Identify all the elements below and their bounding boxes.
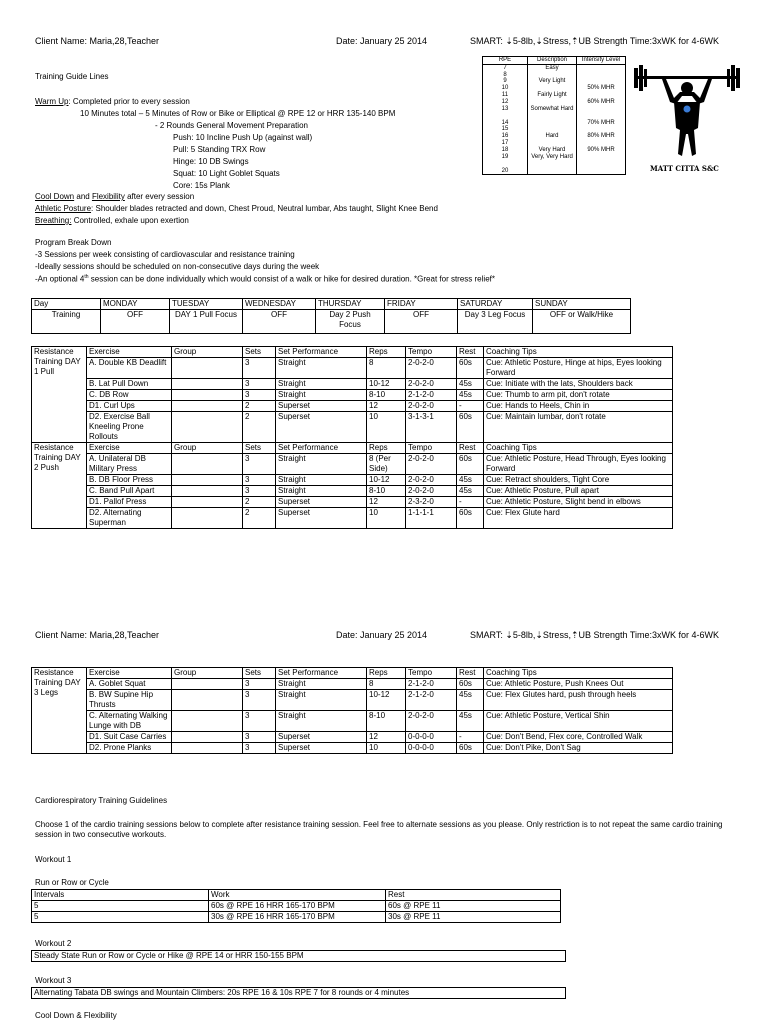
schedule-friday: FRIDAY [385,299,458,310]
posture-label: Athletic Posture [35,204,92,213]
warmup-push: Push: 10 Incline Push Up (against wall) [173,133,313,142]
program-line-3: -An optional 4th session can be done individually which would consist of a walk or hike for desired duration. *Great for stress relief* [35,274,495,284]
table-row: D1. Pallof Press 2 Superset 12 2-3-2-0 - Cue: Athletic Posture, Slight bend in elbows [32,497,673,508]
table-row: A. Unilateral DB Military Press 3 Straight 8 (Per Side) 2-0-2-0 60s Cue: Athletic Posture, Head Through, Eyes looking Forward [32,454,673,475]
warmup-detail: 10 Minutes total – 5 Minutes of Row or Bike or Elliptical @ RPE 12 or HRR 135-140 BPM [80,109,396,118]
table-row: 5 30s @ RPE 16 HRR 165-170 BPM 30s @ RPE 11 [32,912,561,923]
schedule-thursday: THURSDAY [316,299,385,310]
warmup-movement-prep: - 2 Rounds General Movement Preparation [155,121,308,130]
client-name: Client Name: Maria,28,Teacher [35,36,160,46]
date-2: Date: January 25 2014 [336,630,428,640]
workout1-mode: Run or Row or Cycle [35,878,109,887]
workout3-text: Alternating Tabata DB swings and Mountain Climbers: 20s RPE 16 & 10s RPE 7 for 8 rounds or 4 minutes [32,988,566,999]
program-line-1: -3 Sessions per week consisting of cardiovascular and resistance training [35,250,295,259]
warmup-hinge: Hinge: 10 DB Swings [173,157,249,166]
warmup-squat: Squat: 10 Light Goblet Squats [173,169,280,178]
cardio-title: Cardiorespiratory Training Guidelines [35,796,168,805]
posture-line: Athletic Posture: Shoulder blades retracted and down, Chest Proud, Neutral lumbar, Abs taught, Slight Knee Bend [35,204,438,213]
cooldown-label: Cool Down [35,192,75,201]
schedule-day-header: Day [32,299,101,310]
table-row: A. Goblet Squat 3 Straight 8 2-1-2-0 60s Cue: Athletic Posture, Push Knees Out [32,679,673,690]
workout1-table: Intervals Work Rest 5 60s @ RPE 16 HRR 165-170 BPM 60s @ RPE 11 5 30s @ RPE 16 HRR 165-170 BPM 30s @ RPE 11 [31,889,561,923]
program-title: Program Break Down [35,238,112,247]
weekly-schedule: Day MONDAY TUESDAY WEDNESDAY THURSDAY FRIDAY SATURDAY SUNDAY Training OFF DAY 1 Pull Focus OFF Day 2 Push Focus OFF Day 3 Leg Focus OFF or Walk/Hike [31,298,631,334]
smart-goals: SMART: ⇣5-8lb,⇣Stress,⇡UB Strength Time:3xWK for 4-6WK [470,36,720,46]
table-row: C. Band Pull Apart 3 Straight 8-10 2-0-2-0 45s Cue: Athletic Posture, Pull apart [32,486,673,497]
schedule-sunday: SUNDAY [533,299,631,310]
day1-label: Resistance Training DAY 1 Pull [32,347,87,443]
warmup-core: Core: 15s Plank [173,181,230,190]
table-row: D2. Alternating Superman 2 Superset 10 1-1-1-1 60s Cue: Flex Glute hard [32,508,673,529]
table-row: 5 60s @ RPE 16 HRR 165-170 BPM 60s @ RPE 11 [32,901,561,912]
workout3-table [31,987,566,999]
day3-label: Resistance Training DAY 3 Legs [32,668,87,754]
day2-label: Resistance Training DAY 2 Push [32,443,87,529]
warmup-text: : Completed prior to every session [68,97,190,106]
breathing-line: Breathing: Controlled, exhale upon exertion [35,216,189,225]
breathing-label: Breathing: [35,216,72,225]
workout3-title: Workout 3 [35,976,72,985]
client-name-2: Client Name: Maria,28,Teacher [35,630,160,640]
rpe-table: RPE Description Intensity Level 7 Easy 8 9 Very Light 10 50% MHR 11 Fairly Light 12 60% MHR 13 Somewhat Hard 14 70% MHR 15 16 Hard 80% MHR 17 18 Very Hard 90% MHR 19 Very, Very Hard 20 [482,56,626,175]
table-row: A. Double KB Deadlift 3 Straight 8 2-0-2-0 60s Cue: Athletic Posture, Hinge at hips, Eyes looking Forward [32,358,673,379]
resistance-table-day3: Resistance Training DAY 3 Legs Exercise Group Sets Set Performance Reps Tempo Rest Coaching Tips A. Goblet Squat 3 Straight 8 2-1-2-0 60s Cue: Athletic Posture, Push Knees Out B. BW Supine Hip Thrusts 3 Straight 10-12 2-1-2-0 45s Cue: Flex Glutes hard, push through heels C. Alternating Walking Lunge with DB 3 Straight 8-10 2-0-2-0 45s Cue: Athletic Posture, Vertical Shin D1. Suit Case Carries 3 Superset 12 0-0-0-0 - Cue: Don't Bend, Flex core, Controlled Walk D2. Prone Planks 3 Superset 10 0-0-0-0 60s Cue: Don't Pike, Don't Sag [31,667,673,754]
table-row: D1. Curl Ups 2 Superset 12 2-0-2-0 - Cue: Hands to Heels, Chin in [32,401,673,412]
guidelines-title: Training Guide Lines [35,72,109,81]
logo-text: MATT CITTA S&C [650,164,719,173]
workout2-table [31,950,566,962]
table-row: B. BW Supine Hip Thrusts 3 Straight 10-12 2-1-2-0 45s Cue: Flex Glutes hard, push through heels [32,690,673,711]
table-row: D2. Prone Planks 3 Superset 10 0-0-0-0 60s Cue: Don't Pike, Don't Sag [32,743,673,754]
schedule-monday: MONDAY [101,299,170,310]
cooldown-flexibility-title: Cool Down & Flexibility [35,1011,117,1020]
cardio-intro: Choose 1 of the cardio training sessions below to complete after resistance training session. Feel free to alternate sessions as you please. Only restriction is to not repeat the same cardio training session in two consecutive workouts. [35,820,723,839]
cooldown-line: Cool Down and Flexibility after every session [35,192,195,201]
weightlifter-icon [632,58,742,178]
schedule-tuesday: TUESDAY [170,299,243,310]
flexibility-label: Flexibility [91,192,125,201]
workout2-text: Steady State Run or Row or Cycle or Hike @ RPE 14 or HRR 150-155 BPM [32,951,566,962]
workout1-title: Workout 1 [35,855,72,864]
program-line-2: -Ideally sessions should be scheduled on non-consecutive days during the week [35,262,320,271]
warmup-line [35,97,190,107]
warmup-pull: Pull: 5 Standing TRX Row [173,145,266,154]
workout2-title: Workout 2 [35,939,72,948]
smart-goals-2: SMART: ⇣5-8lb,⇣Stress,⇡UB Strength Time:3xWK for 4-6WK [470,630,720,640]
warmup-label: Warm Up [35,97,69,106]
resistance-table-day1-2: Resistance Training DAY 1 Pull Exercise Group Sets Set Performance Reps Tempo Rest Coaching Tips A. Double KB Deadlift 3 Straight 8 2-0-2-0 60s Cue: Athletic Posture, Hinge at hips, Eyes looking Forward B. Lat Pull Down 3 Straight 10-12 2-0-2-0 45s Cue: Initiate with the lats, Shoulders back C. DB Row 3 Straight 8-10 2-1-2-0 45s Cue: Thumb to arm pit, don't rotate D1. Curl Ups 2 Superset 12 2-0-2-0 - Cue: Hands to Heels, Chin in D2. Exercise Ball Kneeling Prone Rollouts 2 Superset 10 3-1-3-1 60s Cue: Maintain lumbar, don't rotate Resistance Training DAY 2 Push Exercise Group Sets Set Performance Reps Tempo Rest Coaching Tips A. Unilateral DB Military Press 3 Straight 8 (Per Side) 2-0-2-0 60s Cue: Athletic Posture, Head Through, Eyes looking Forward B. DB Floor Press 3 Straight 10-12 2-0-2-0 45s Cue: Retract shoulders, Tight Core C. Band Pull Apart 3 Straight 8-10 2-0-2-0 45s Cue: Athletic Posture, Pull apart D1. Pallof Press 2 Superset 12 2-3-2-0 - Cue: Athletic Posture, Slight bend in elbows D2. Alternating Superman 2 Superset 10 1-1-1-1 60s Cue: Flex Glute hard [31,346,673,529]
date: Date: January 25 2014 [336,36,428,46]
logo [632,58,742,178]
table-row: C. DB Row 3 Straight 8-10 2-1-2-0 45s Cue: Thumb to arm pit, don't rotate [32,390,673,401]
table-row: D1. Suit Case Carries 3 Superset 12 0-0-0-0 - Cue: Don't Bend, Flex core, Controlled Walk [32,732,673,743]
schedule-wednesday: WEDNESDAY [243,299,316,310]
schedule-saturday: SATURDAY [458,299,533,310]
table-row: D2. Exercise Ball Kneeling Prone Rollouts 2 Superset 10 3-1-3-1 60s Cue: Maintain lumbar, don't rotate [32,412,673,443]
table-row: C. Alternating Walking Lunge with DB 3 Straight 8-10 2-0-2-0 45s Cue: Athletic Posture, Vertical Shin [32,711,673,732]
table-row: B. Lat Pull Down 3 Straight 10-12 2-0-2-0 45s Cue: Initiate with the lats, Shoulders back [32,379,673,390]
table-row: B. DB Floor Press 3 Straight 10-12 2-0-2-0 45s Cue: Retract shoulders, Tight Core [32,475,673,486]
